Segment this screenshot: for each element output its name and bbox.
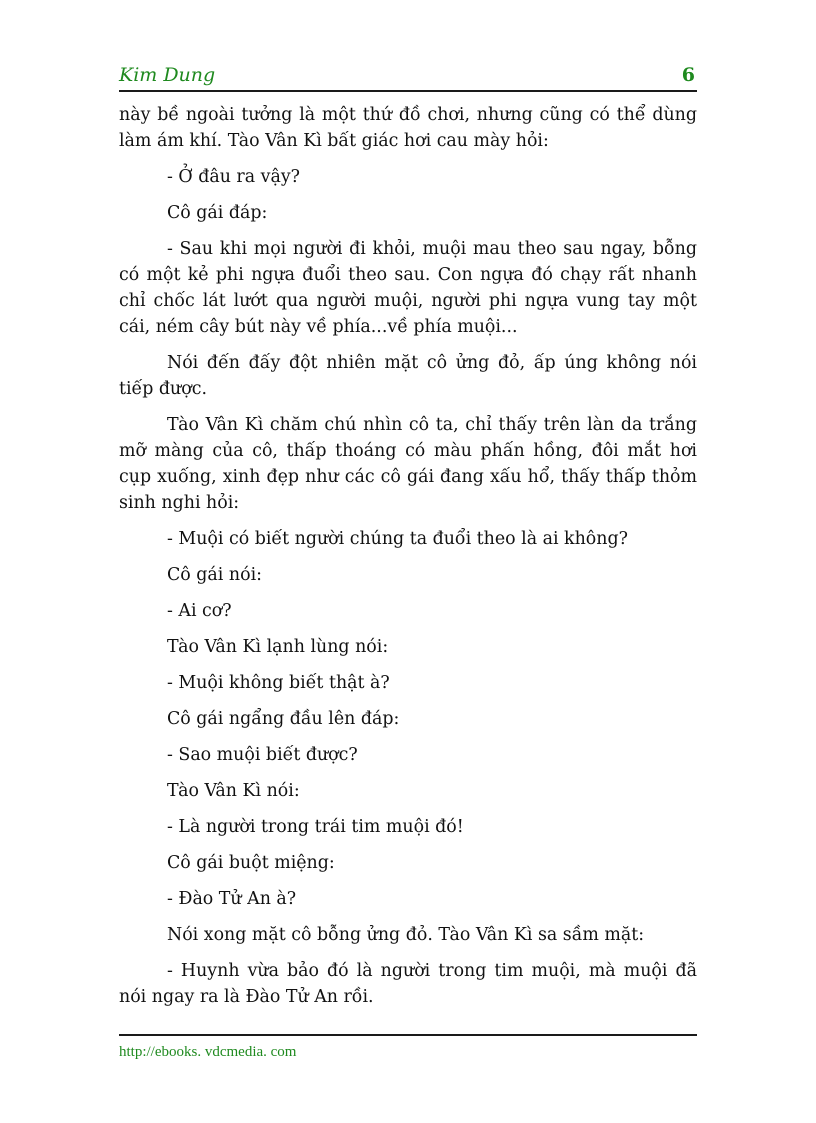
paragraph: Cô gái ngẩng đầu lên đáp: [167,709,400,729]
paragraph: Cô gái buột miệng: [167,853,335,873]
footer-link[interactable]: http://ebooks. vdcmedia. com [119,1044,297,1060]
page-header [119,62,697,92]
paragraph: - Muội có biết người chúng ta đuổi theo là ai không? [167,529,628,549]
paragraph: Nói xong mặt cô bỗng ửng đỏ. Tào Vân Kì sa sầm mặt: [167,925,645,945]
footer-divider [119,1034,697,1036]
author-name: Kim Dung [119,64,216,86]
paragraph: Nói đến đấy đột nhiên mặt cô ửng đỏ, ấp úng không nói tiếp được. [119,353,697,399]
paragraph: - Sau khi mọi người đi khỏi, muội mau theo sau ngay, bỗng có một kẻ phi ngựa đuổi theo sau. Con ngựa đó chạy rất nhanh chỉ chốc lát lướt qua người muội, người phi ngựa vung tay một cái, ném cây bút này về phía...về phía muội... [119,239,697,337]
paragraph: - Đào Tử An à? [167,889,297,909]
paragraph: - Là người trong trái tim muội đó! [167,817,464,837]
paragraph: - Sao muội biết được? [167,745,358,765]
paragraph: Tào Vân Kì chăm chú nhìn cô ta, chỉ thấy trên làn da trắng mỡ màng của cô, thấp thoáng có màu phấn hồng, đôi mắt hơi cụp xuống, xinh đẹp như các cô gái đang xấu hổ, thấy thấp thỏm sinh nghi hỏi: [119,415,697,513]
paragraph: - Ai cơ? [167,601,232,621]
paragraph: - Ở đâu ra vậy? [167,167,300,187]
paragraph: Tào Vân Kì lạnh lùng nói: [167,637,389,657]
paragraph: Tào Vân Kì nói: [167,781,300,801]
page-body [119,102,697,1020]
paragraph: Cô gái nói: [167,565,262,585]
paragraph: Cô gái đáp: [167,203,268,223]
paragraph: - Muội không biết thật à? [167,673,390,693]
paragraph: này bề ngoài tưởng là một thứ đồ chơi, nhưng cũng có thể dùng làm ám khí. Tào Vân Kì bất giác hơi cau mày hỏi: [119,105,697,151]
paragraph: - Huynh vừa bảo đó là người trong tim muội, mà muội đã nói ngay ra là Đào Tử An rồi. [119,961,697,1007]
page-number: 6 [681,64,695,86]
